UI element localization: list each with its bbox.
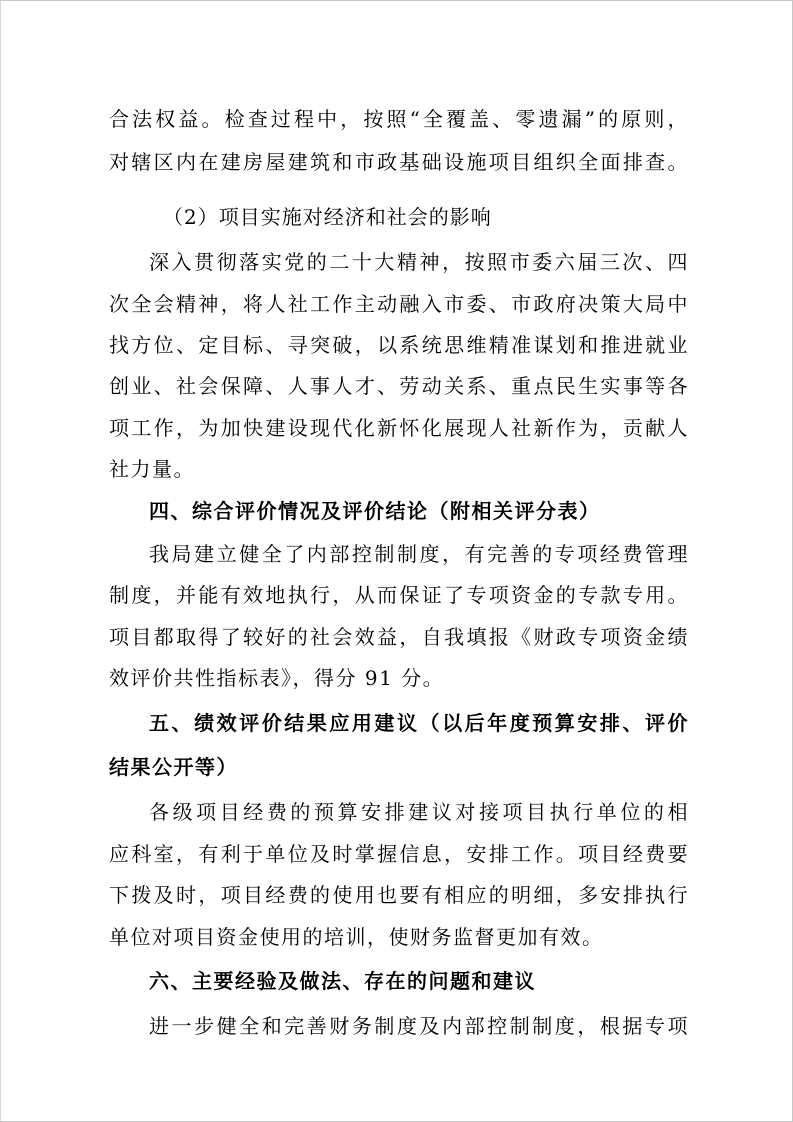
subsection-heading: （2）项目实施对经济和社会的影响 (163, 205, 492, 229)
text-line: 下拨及时，项目经费的使用也要有相应的明细，多安排执行 (109, 883, 689, 907)
text-line: 社力量。 (109, 457, 195, 481)
text-line: 应科室，有利于单位及时掌握信息，安排工作。项目经费要 (109, 842, 689, 866)
text-line: 效评价共性指标表》，得分 91 分。 (109, 666, 445, 690)
text-line: 合法权益。检查过程中，按照“全覆盖、零遗漏”的原则， (109, 107, 689, 131)
text-line: 深入贯彻落实党的二十大精神，按照市委六届三次、四 (149, 250, 689, 274)
text-line: 创业、社会保障、人事人才、劳动关系、重点民生实事等各 (109, 374, 689, 398)
text-line: 对辖区内在建房屋建筑和市政基础设施项目组织全面排查。 (109, 150, 689, 174)
text-line: 进一步健全和完善财务制度及内部控制制度，根据专项 (149, 1014, 689, 1038)
text-line: 我局建立健全了内部控制制度，有完善的专项经费管理 (149, 542, 689, 566)
section-heading-5: 五、绩效评价结果应用建议（以后年度预算安排、评价 (149, 711, 689, 735)
section-heading-6: 六、主要经验及做法、存在的问题和建议 (149, 969, 536, 993)
section-heading-4: 四、综合评价情况及评价结论（附相关评分表） (149, 499, 601, 523)
text-line: 找方位、定目标、寻突破，以系统思维精准谋划和推进就业 (109, 333, 689, 357)
text-line: 项工作，为加快建设现代化新怀化展现人社新作为，贡献人 (109, 416, 689, 440)
text-line: 次全会精神，将人社工作主动融入市委、市政府决策大局中 (109, 292, 689, 316)
section-heading-5-cont: 结果公开等） (109, 755, 238, 779)
text-line: 各级项目经费的预算安排建议对接项目执行单位的相 (149, 800, 689, 824)
text-line: 单位对项目资金使用的培训，使财务监督更加有效。 (109, 925, 604, 949)
text-line: 制度，并能有效地执行，从而保证了专项资金的专款专用。 (109, 583, 689, 607)
text-line: 项目都取得了较好的社会效益，自我填报《财政专项资金绩 (109, 625, 689, 649)
